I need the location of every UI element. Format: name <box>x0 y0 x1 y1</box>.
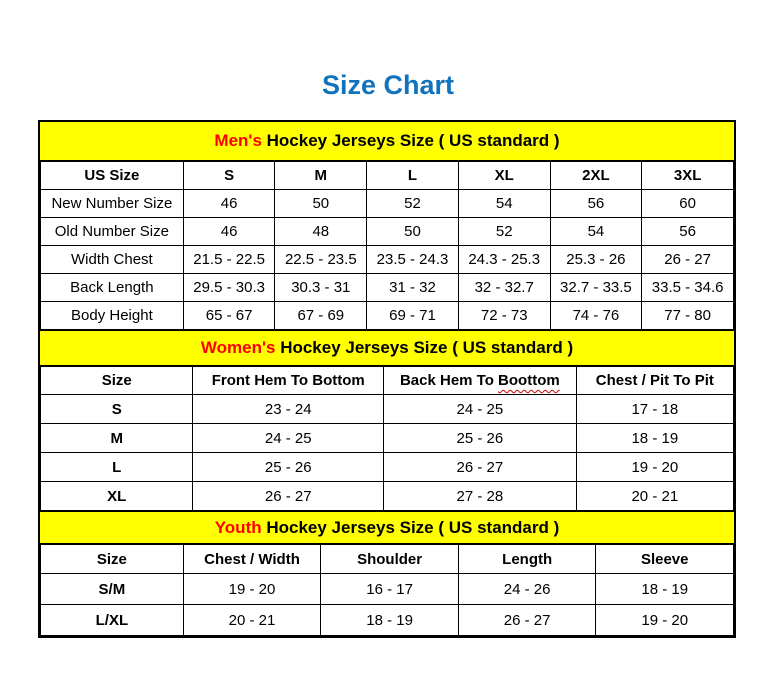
mens-column-header: US Size <box>41 162 184 190</box>
womens-column-header <box>384 367 577 395</box>
mens-value-cell: 52 <box>367 190 459 218</box>
womens-data-row <box>41 482 734 511</box>
mens-column-header: L <box>367 162 459 190</box>
mens-value-cell: 74 - 76 <box>550 302 642 330</box>
misspelled-word: Boottom <box>498 372 560 389</box>
womens-row-header-cell: L <box>41 453 193 482</box>
womens-column-header: Size <box>41 367 193 395</box>
mens-value-cell: 33.5 - 34.6 <box>642 274 734 302</box>
youth-value-cell: 19 - 20 <box>183 574 321 605</box>
womens-data-row <box>41 453 734 482</box>
womens-row-header-cell: XL <box>41 482 193 511</box>
mens-band-text: Hockey Jerseys Size ( US standard ) <box>261 131 560 150</box>
youth-value-cell: 24 - 26 <box>458 574 596 605</box>
mens-column-header: M <box>275 162 367 190</box>
womens-band-text: Hockey Jerseys Size ( US standard ) <box>275 338 574 357</box>
mens-value-cell: 50 <box>275 190 367 218</box>
womens-value-cell: 17 - 18 <box>576 395 733 424</box>
mens-value-cell: 30.3 - 31 <box>275 274 367 302</box>
womens-value-cell: 25 - 26 <box>384 424 577 453</box>
womens-value-cell: 24 - 25 <box>384 395 577 424</box>
mens-value-cell: 46 <box>183 190 275 218</box>
youth-value-cell: 16 - 17 <box>321 574 459 605</box>
youth-column-header: Shoulder <box>321 545 459 574</box>
mens-column-header: S <box>183 162 275 190</box>
womens-value-cell: 24 - 25 <box>193 424 384 453</box>
mens-value-cell: 56 <box>550 190 642 218</box>
youth-row-header-cell: S/M <box>41 574 184 605</box>
mens-value-cell: 56 <box>642 218 734 246</box>
mens-size-table <box>40 161 734 330</box>
womens-value-cell: 25 - 26 <box>193 453 384 482</box>
womens-header-row <box>41 367 734 395</box>
mens-row-header-cell: Old Number Size <box>41 218 184 246</box>
youth-value-cell: 19 - 20 <box>596 605 734 636</box>
youth-column-header: Size <box>41 545 184 574</box>
youth-column-header: Length <box>458 545 596 574</box>
youth-section-band <box>40 511 734 544</box>
mens-data-row <box>41 246 734 274</box>
youth-column-header: Sleeve <box>596 545 734 574</box>
mens-header-row <box>41 162 734 190</box>
womens-value-cell: 18 - 19 <box>576 424 733 453</box>
mens-row-header-cell: Body Height <box>41 302 184 330</box>
mens-value-cell: 21.5 - 22.5 <box>183 246 275 274</box>
mens-value-cell: 32 - 32.7 <box>458 274 550 302</box>
youth-band-text: Hockey Jerseys Size ( US standard ) <box>261 517 560 537</box>
mens-value-cell: 23.5 - 24.3 <box>367 246 459 274</box>
size-chart-tables <box>38 120 736 638</box>
womens-value-cell: 27 - 28 <box>384 482 577 511</box>
mens-value-cell: 65 - 67 <box>183 302 275 330</box>
womens-section-band <box>40 330 734 366</box>
womens-band-highlight: Women's <box>200 338 276 357</box>
mens-column-header: 3XL <box>642 162 734 190</box>
mens-value-cell: 52 <box>458 218 550 246</box>
header-text: Back Hem To <box>399 372 499 389</box>
mens-column-header: 2XL <box>550 162 642 190</box>
mens-row-header-cell: Width Chest <box>41 246 184 274</box>
mens-value-cell: 69 - 71 <box>367 302 459 330</box>
womens-size-table <box>40 366 734 511</box>
youth-header-row <box>41 545 734 574</box>
womens-column-header: Chest / Pit To Pit <box>576 367 733 395</box>
mens-value-cell: 60 <box>642 190 734 218</box>
youth-data-row <box>41 574 734 605</box>
womens-value-cell: 20 - 21 <box>576 482 733 511</box>
mens-value-cell: 67 - 69 <box>275 302 367 330</box>
youth-band-highlight: Youth <box>214 517 262 537</box>
mens-value-cell: 26 - 27 <box>642 246 734 274</box>
mens-value-cell: 32.7 - 33.5 <box>550 274 642 302</box>
mens-value-cell: 22.5 - 23.5 <box>275 246 367 274</box>
youth-size-table <box>40 544 734 636</box>
womens-value-cell: 26 - 27 <box>384 453 577 482</box>
womens-value-cell: 23 - 24 <box>193 395 384 424</box>
womens-value-cell: 19 - 20 <box>576 453 733 482</box>
youth-value-cell: 26 - 27 <box>458 605 596 636</box>
mens-section-band <box>40 122 734 161</box>
mens-column-header: XL <box>458 162 550 190</box>
mens-row-header-cell: Back Length <box>41 274 184 302</box>
womens-data-row <box>41 395 734 424</box>
womens-column-header: Front Hem To Bottom <box>193 367 384 395</box>
mens-value-cell: 54 <box>458 190 550 218</box>
womens-row-header-cell: M <box>41 424 193 453</box>
mens-value-cell: 50 <box>367 218 459 246</box>
mens-value-cell: 77 - 80 <box>642 302 734 330</box>
youth-value-cell: 18 - 19 <box>596 574 734 605</box>
mens-value-cell: 31 - 32 <box>367 274 459 302</box>
mens-value-cell: 24.3 - 25.3 <box>458 246 550 274</box>
womens-value-cell: 26 - 27 <box>193 482 384 511</box>
mens-band-highlight: Men's <box>214 131 262 150</box>
mens-data-row <box>41 218 734 246</box>
mens-value-cell: 48 <box>275 218 367 246</box>
womens-row-header-cell: S <box>41 395 193 424</box>
mens-value-cell: 46 <box>183 218 275 246</box>
youth-row-header-cell: L/XL <box>41 605 184 636</box>
mens-value-cell: 29.5 - 30.3 <box>183 274 275 302</box>
page-title: Size Chart <box>321 70 455 100</box>
youth-value-cell: 18 - 19 <box>321 605 459 636</box>
youth-data-row <box>41 605 734 636</box>
mens-value-cell: 54 <box>550 218 642 246</box>
mens-data-row <box>41 302 734 330</box>
youth-value-cell: 20 - 21 <box>183 605 321 636</box>
mens-row-header-cell: New Number Size <box>41 190 184 218</box>
mens-data-row <box>41 190 734 218</box>
mens-value-cell: 25.3 - 26 <box>550 246 642 274</box>
womens-data-row <box>41 424 734 453</box>
youth-column-header: Chest / Width <box>183 545 321 574</box>
mens-data-row <box>41 274 734 302</box>
mens-value-cell: 72 - 73 <box>458 302 550 330</box>
